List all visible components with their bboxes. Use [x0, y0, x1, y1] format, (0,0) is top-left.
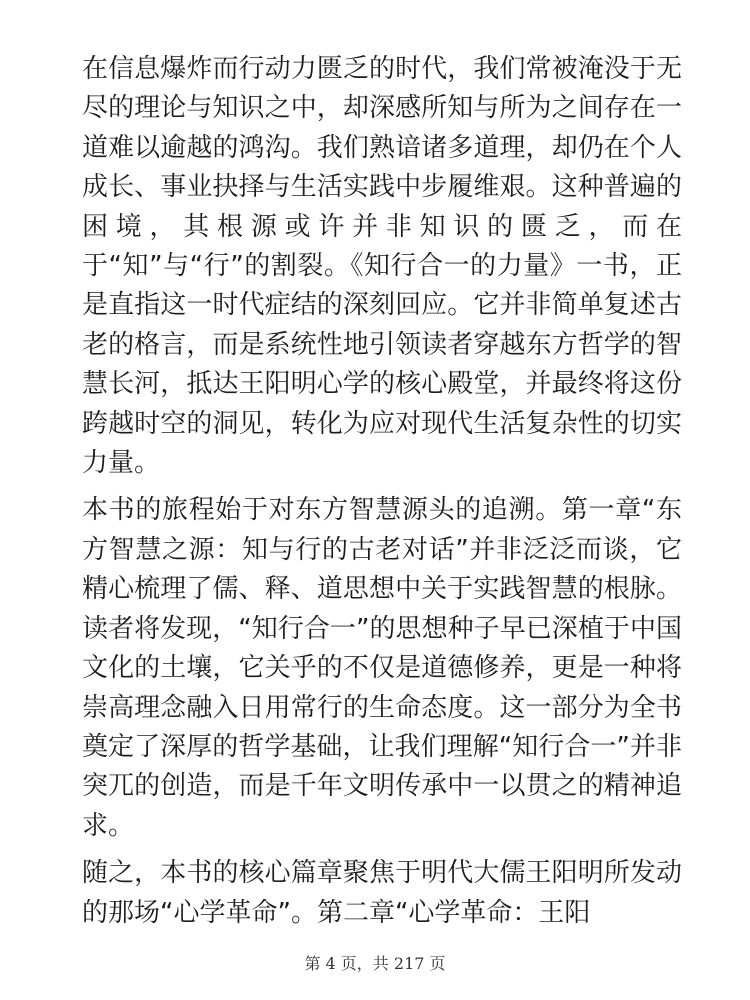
page-number-footer: 第 4 页，共 217 页	[304, 954, 446, 973]
body-text	[82, 50, 682, 941]
paragraph-2: 本书的旅程始于对东方智慧源头的追溯。第一章“东方智慧之源：知与行的古老对话”并非泛泛而谈，它精心梳理了儒、释、道思想中关于实践智慧的根脉。读者将发现，“知行合一”的思想种子早已深植于中国文化的土壤，它关乎的不仅是道德修养，更是一种将崇高理念融入日用常行的生命态度。这一部分为全书奠定了深厚的哲学基础，让我们理解“知行合一”并非突兀的创造，而是千年文明传承中一以贯之的精神追求。	[82, 495, 682, 841]
paragraph-3: 随之，本书的核心篇章聚焦于明代大儒王阳明所发动的那场“心学革命”。第二章“心学革命：王阳	[82, 858, 682, 928]
paragraph-1: 在信息爆炸而行动力匮乏的时代，我们常被淹没于无尽的理论与知识之中，却深感所知与所为之间存在一道难以逾越的鸿沟。我们熟谙诸多道理，却仍在个人成长、事业抉择与生活实践中步履维艰。这种普遍的困境，其根源或许并非知识的匮乏，而在于“知”与“行”的割裂。《知行合一的力量》一书，正是直指这一时代症结的深刻回应。它并非简单复述古老的格言，而是系统性地引领读者穿越东方哲学的智慧长河，抵达王阳明心学的核心殿堂，并最终将这份跨越时空的洞见，转化为应对现代生活复杂性的切实力量。	[82, 54, 682, 479]
